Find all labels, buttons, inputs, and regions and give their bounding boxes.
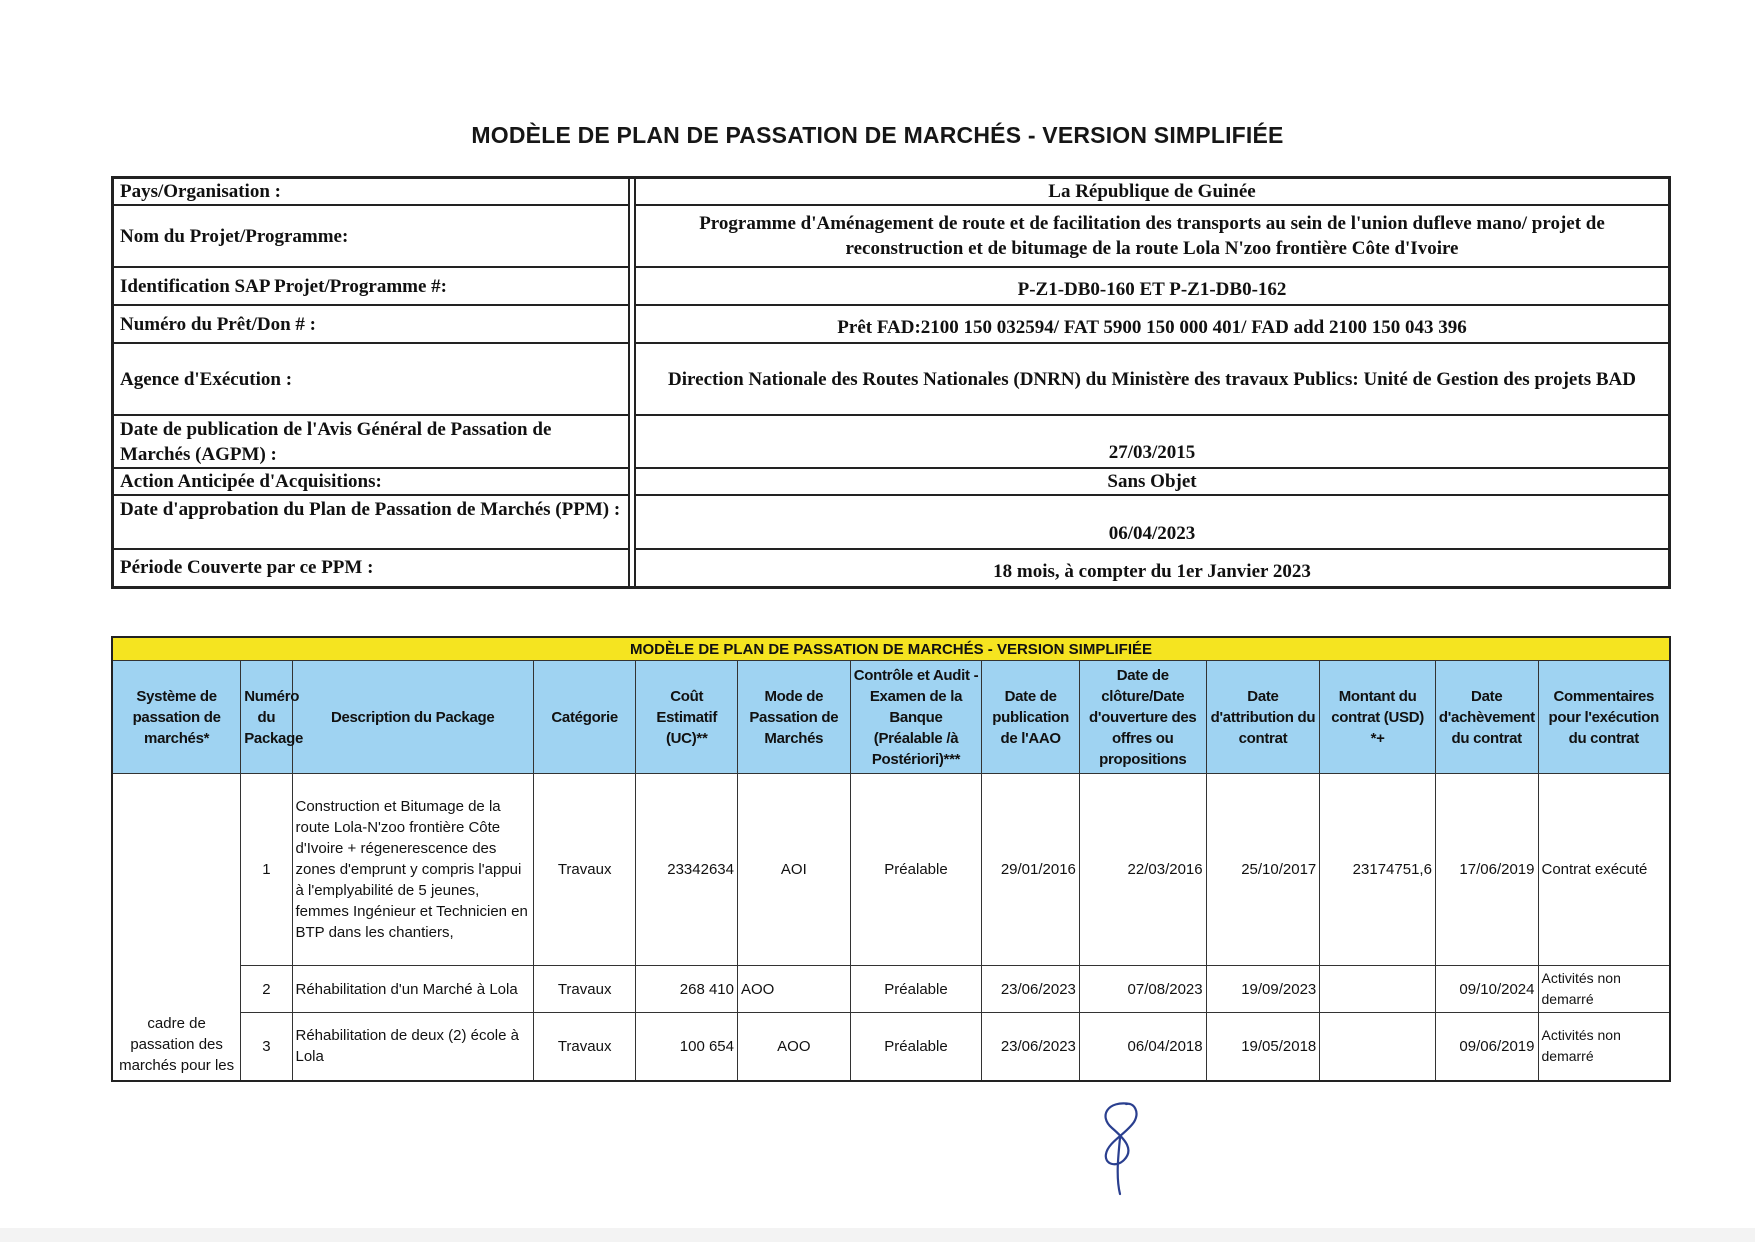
- package-category: Travaux: [533, 966, 636, 1013]
- info-label: Date d'approbation du Plan de Passation de Marchés (PPM) :: [113, 495, 630, 549]
- package-cost: 23342634: [636, 774, 738, 966]
- header-pub-date: Date de publication de l'AAO: [982, 661, 1080, 774]
- package-number: 3: [241, 1013, 292, 1081]
- package-category: Travaux: [533, 774, 636, 966]
- package-award-date: 19/05/2018: [1206, 1013, 1320, 1081]
- package-close-date: 22/03/2016: [1079, 774, 1206, 966]
- package-end-date: 09/10/2024: [1435, 966, 1538, 1013]
- table-banner: MODÈLE DE PLAN DE PASSATION DE MARCHÉS - VERSION SIMPLIFIÉE: [112, 637, 1670, 661]
- info-label: Nom du Projet/Programme:: [113, 205, 630, 267]
- header-control: Contrôle et Audit - Examen de la Banque (Préalable /à Postériori)***: [850, 661, 982, 774]
- header-row: [112, 661, 1670, 774]
- info-row: [113, 205, 1670, 267]
- info-label: Date de publication de l'Avis Général de Passation de Marchés (AGPM) :: [113, 415, 630, 468]
- package-amount: 23174751,6: [1320, 774, 1436, 966]
- package-number: 1: [241, 774, 292, 966]
- info-value: P-Z1-DB0-160 ET P-Z1-DB0-162: [635, 267, 1670, 305]
- header-cost: Coût Estimatif (UC)**: [636, 661, 738, 774]
- header-number: Numéro du Package: [241, 661, 292, 774]
- scan-edge: [0, 1228, 1755, 1242]
- package-amount: [1320, 966, 1436, 1013]
- package-end-date: 17/06/2019: [1435, 774, 1538, 966]
- package-comment: Activités non demarré: [1538, 966, 1670, 1013]
- table-row: [112, 774, 1670, 966]
- info-row: [113, 178, 1670, 206]
- package-mode: AOO: [738, 1013, 851, 1081]
- header-comments: Commentaires pour l'exécution du contrat: [1538, 661, 1670, 774]
- package-award-date: 19/09/2023: [1206, 966, 1320, 1013]
- package-description: Réhabilitation de deux (2) école à Lola: [292, 1013, 533, 1081]
- package-description: Construction et Bitumage de la route Lola-N'zoo frontière Côte d'Ivoire + régenerescence des zones d'emprunt y compris l'appui à l'emplyabilité de 5 jeunes, femmes Ingénieur et Technicien en BTP dans les chantiers,: [292, 774, 533, 966]
- info-label: Pays/Organisation :: [113, 178, 630, 206]
- info-value: 06/04/2023: [635, 495, 1670, 549]
- header-system: Système de passation de marchés*: [112, 661, 241, 774]
- page-title: MODÈLE DE PLAN DE PASSATION DE MARCHÉS - VERSION SIMPLIFIÉE: [471, 122, 1284, 148]
- header-mode: Mode de Passation de Marchés: [738, 661, 851, 774]
- info-label: Identification SAP Projet/Programme #:: [113, 267, 630, 305]
- package-control: Préalable: [850, 1013, 982, 1081]
- info-value: Programme d'Aménagement de route et de facilitation des transports au sein de l'union dufleve mano/ projet de reconstruction et de bitumage de la route Lola N'zoo frontière Côte d'Ivoire: [635, 205, 1670, 267]
- package-close-date: 06/04/2018: [1079, 1013, 1206, 1081]
- package-cost: 100 654: [636, 1013, 738, 1081]
- system-cell: cadre de passation des marchés pour les: [112, 774, 241, 1081]
- header-category: Catégorie: [533, 661, 636, 774]
- info-label: Agence d'Exécution :: [113, 343, 630, 415]
- package-close-date: 07/08/2023: [1079, 966, 1206, 1013]
- signature-initials-icon: [1090, 1098, 1150, 1198]
- info-value: 18 mois, à compter du 1er Janvier 2023: [635, 549, 1670, 587]
- package-category: Travaux: [533, 1013, 636, 1081]
- procurement-plan-table: [111, 636, 1671, 1082]
- package-amount: [1320, 1013, 1436, 1081]
- info-label: Action Anticipée d'Acquisitions:: [113, 468, 630, 495]
- package-comment: Activités non demarré: [1538, 1013, 1670, 1081]
- table-row: [112, 966, 1670, 1013]
- info-value: 27/03/2015: [635, 415, 1670, 468]
- package-end-date: 09/06/2019: [1435, 1013, 1538, 1081]
- info-row: [113, 468, 1670, 495]
- package-comment: Contrat exécuté: [1538, 774, 1670, 966]
- info-value: Sans Objet: [635, 468, 1670, 495]
- header-close-date: Date de clôture/Date d'ouverture des offres ou propositions: [1079, 661, 1206, 774]
- info-value: Prêt FAD:2100 150 032594/ FAT 5900 150 000 401/ FAD add 2100 150 043 396: [635, 305, 1670, 343]
- info-row: [113, 267, 1670, 305]
- package-control: Préalable: [850, 774, 982, 966]
- header-description: Description du Package: [292, 661, 533, 774]
- info-row: [113, 305, 1670, 343]
- project-info-table: [111, 176, 1671, 589]
- package-award-date: 25/10/2017: [1206, 774, 1320, 966]
- package-pub-date: 29/01/2016: [982, 774, 1080, 966]
- info-value: Direction Nationale des Routes Nationales (DNRN) du Ministère des travaux Publics: Unité de Gestion des projets BAD: [635, 343, 1670, 415]
- header-award-date: Date d'attribution du contrat: [1206, 661, 1320, 774]
- package-description: Réhabilitation d'un Marché à Lola: [292, 966, 533, 1013]
- info-value: La République de Guinée: [635, 178, 1670, 206]
- package-mode: AOI: [738, 774, 851, 966]
- header-end-date: Date d'achèvement du contrat: [1435, 661, 1538, 774]
- package-control: Préalable: [850, 966, 982, 1013]
- package-pub-date: 23/06/2023: [982, 1013, 1080, 1081]
- header-amount: Montant du contrat (USD) *+: [1320, 661, 1436, 774]
- package-number: 2: [241, 966, 292, 1013]
- info-label: Période Couverte par ce PPM :: [113, 549, 630, 587]
- info-row: [113, 343, 1670, 415]
- info-row: [113, 549, 1670, 587]
- info-row: [113, 415, 1670, 468]
- info-label: Numéro du Prêt/Don # :: [113, 305, 630, 343]
- package-pub-date: 23/06/2023: [982, 966, 1080, 1013]
- table-row: [112, 1013, 1670, 1081]
- package-cost: 268 410: [636, 966, 738, 1013]
- package-mode: AOO: [738, 966, 851, 1013]
- info-row: [113, 495, 1670, 549]
